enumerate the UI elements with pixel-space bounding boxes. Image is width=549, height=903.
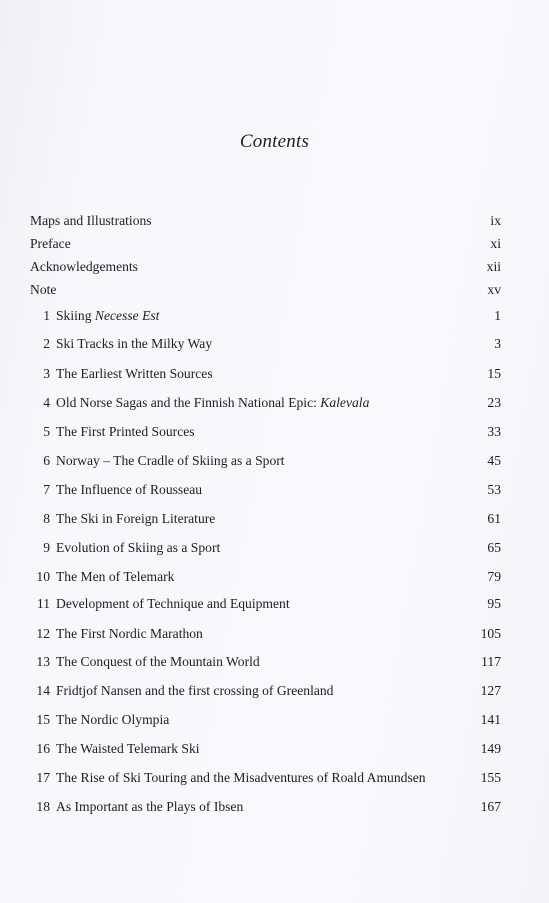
chapter-title-italic: Necesse Est bbox=[94, 308, 160, 323]
page-title: Contents bbox=[239, 131, 310, 152]
chapter-title: The Influence of Rousseau bbox=[56, 482, 203, 497]
entry-title: Maps and Illustrations bbox=[30, 213, 152, 228]
chapter-number: 9 bbox=[43, 540, 50, 555]
entry-page-number: 61 bbox=[487, 511, 501, 526]
entry-page-number: 167 bbox=[480, 799, 501, 814]
chapter-number: 15 bbox=[36, 712, 50, 727]
entry-page-number: 95 bbox=[487, 596, 501, 611]
chapter-title: The Conquest of the Mountain World bbox=[56, 654, 260, 669]
entry-page-number: 53 bbox=[487, 482, 501, 497]
entry-page-number: 15 bbox=[487, 366, 501, 381]
chapter-number: 11 bbox=[36, 596, 50, 611]
entry-page-number: 33 bbox=[487, 424, 501, 439]
chapter-number: 17 bbox=[36, 770, 50, 785]
entry-page-number: 45 bbox=[487, 453, 501, 468]
chapter-title: Ski Tracks in the Milky Way bbox=[56, 336, 213, 351]
chapter-title: The Ski in Foreign Literature bbox=[56, 511, 216, 526]
chapter-title: The First Nordic Marathon bbox=[56, 626, 203, 641]
chapter-title: Old Norse Sagas and the Finnish National Epic: bbox=[56, 395, 321, 410]
entry-title: Preface bbox=[30, 236, 71, 251]
chapter-number: 16 bbox=[36, 741, 50, 756]
chapter-title: Skiing bbox=[56, 308, 95, 323]
chapter-number: 2 bbox=[43, 336, 50, 351]
entry-title: Acknowledgements bbox=[30, 259, 138, 274]
chapter-title: The Rise of Ski Touring and the Misadventures of Roald Amundsen bbox=[56, 770, 426, 785]
entry-page-number: 117 bbox=[481, 654, 501, 669]
chapter-number: 3 bbox=[43, 366, 50, 381]
chapter-title: The Earliest Written Sources bbox=[56, 366, 213, 381]
entry-page-number: xii bbox=[486, 259, 501, 274]
chapter-title: Development of Technique and Equipment bbox=[56, 596, 290, 611]
chapter-number: 10 bbox=[36, 569, 50, 584]
entry-page-number: 127 bbox=[480, 683, 501, 698]
entry-page-number: xv bbox=[487, 282, 501, 297]
chapter-number: 5 bbox=[43, 424, 50, 439]
chapter-title: As Important as the Plays of Ibsen bbox=[56, 799, 244, 814]
chapter-number: 1 bbox=[43, 308, 50, 323]
chapter-title: The Men of Telemark bbox=[56, 569, 175, 584]
chapter-title: Evolution of Skiing as a Sport bbox=[56, 540, 221, 555]
chapter-number: 12 bbox=[36, 626, 50, 641]
chapter-number: 13 bbox=[36, 654, 50, 669]
entry-page-number: 155 bbox=[480, 770, 501, 785]
entry-title: Note bbox=[30, 282, 57, 297]
chapter-title: The First Printed Sources bbox=[56, 424, 195, 439]
chapter-title: The Nordic Olympia bbox=[56, 712, 170, 727]
entry-page-number: 65 bbox=[487, 540, 501, 555]
entry-page-number: 3 bbox=[494, 336, 501, 351]
entry-page-number: 1 bbox=[494, 308, 501, 323]
chapter-number: 7 bbox=[43, 482, 50, 497]
entry-page-number: 79 bbox=[487, 569, 501, 584]
chapter-title: Fridtjof Nansen and the first crossing of Greenland bbox=[56, 683, 334, 698]
entry-page-number: 23 bbox=[487, 395, 501, 410]
chapter-number: 18 bbox=[36, 799, 50, 814]
chapter-number: 8 bbox=[43, 511, 50, 526]
entry-page-number: 149 bbox=[480, 741, 501, 756]
chapter-number: 14 bbox=[36, 683, 50, 698]
entry-page-number: ix bbox=[490, 213, 501, 228]
entry-page-number: 141 bbox=[480, 712, 501, 727]
chapter-title: The Waisted Telemark Ski bbox=[56, 741, 200, 756]
entry-page-number: xi bbox=[490, 236, 501, 251]
chapter-title-italic: Kalevala bbox=[320, 395, 370, 410]
chapter-number: 6 bbox=[43, 453, 50, 468]
entry-page-number: 105 bbox=[480, 626, 501, 641]
chapter-title: Norway – The Cradle of Skiing as a Sport bbox=[56, 453, 285, 468]
chapter-number: 4 bbox=[43, 395, 50, 410]
